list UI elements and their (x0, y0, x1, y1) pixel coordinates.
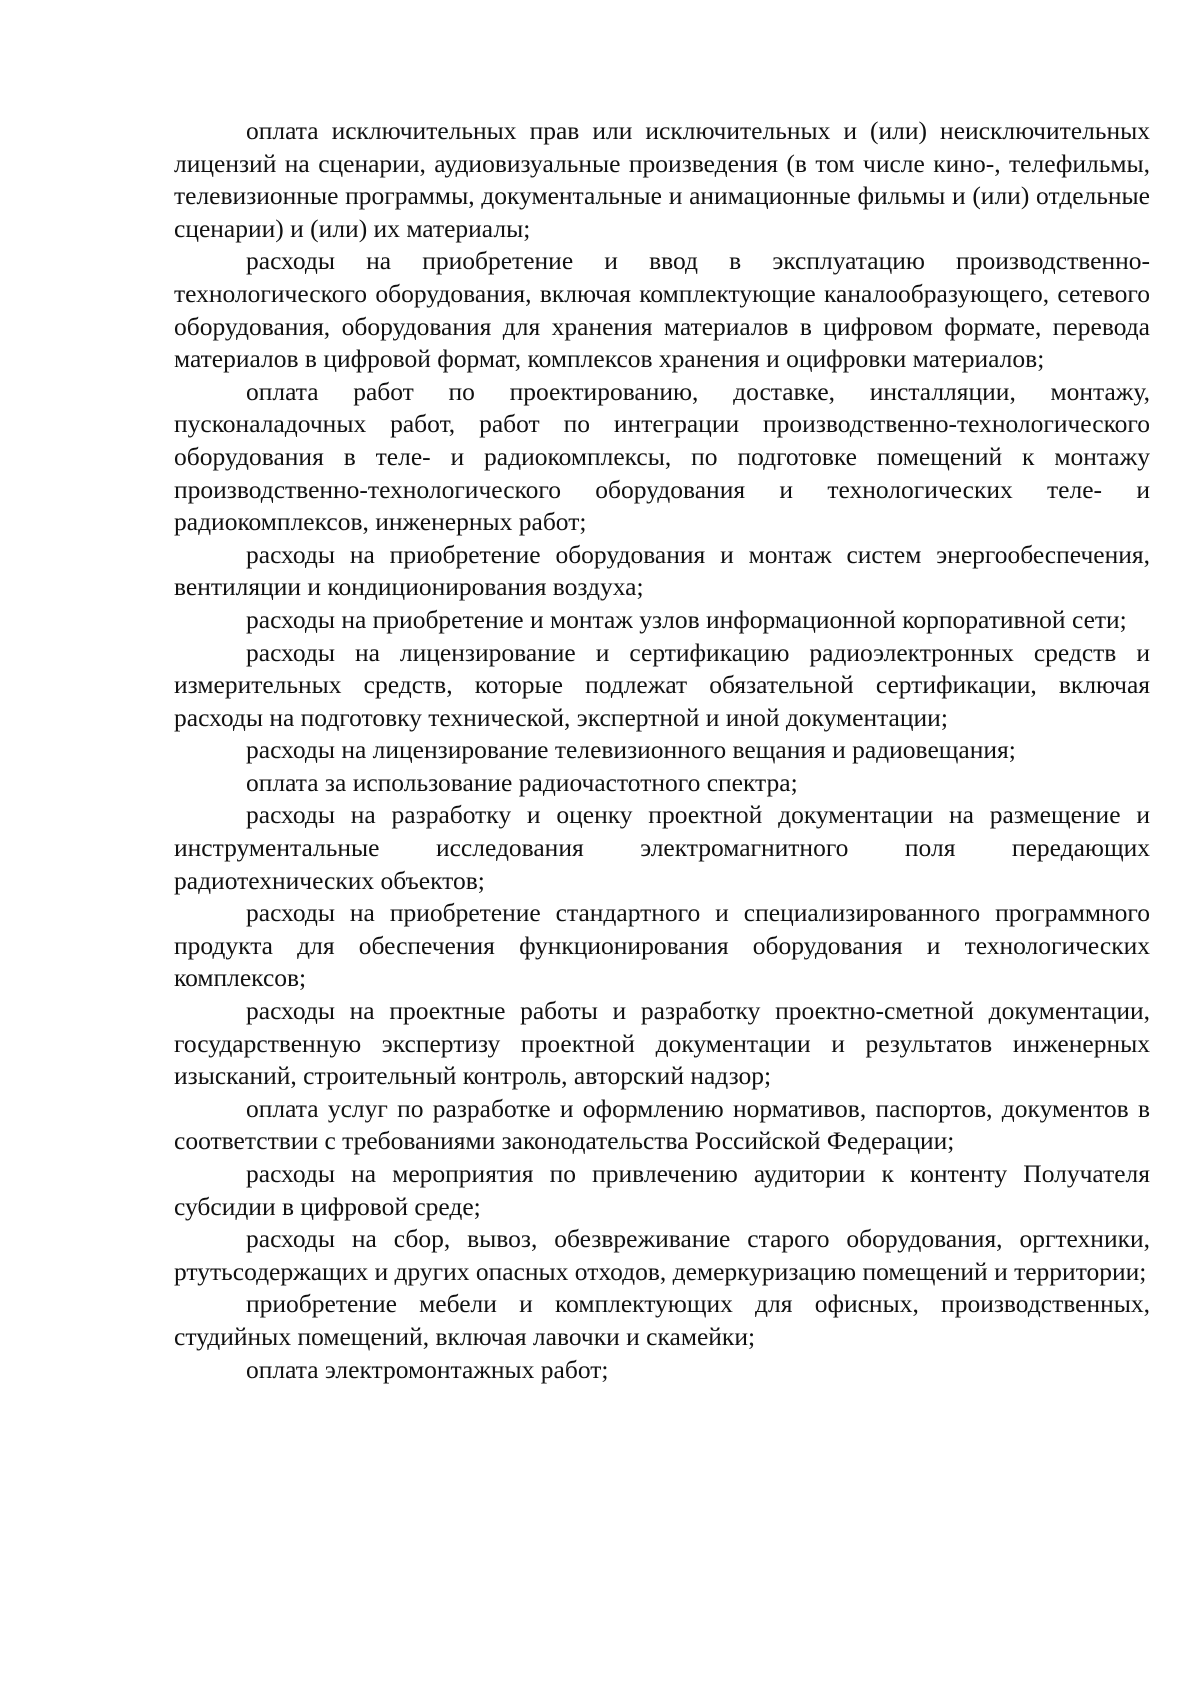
paragraph-em-field-research: расходы на разработку и оценку проектной документации на размещение и инструментальные исследования электромагнитного поля передающих радиотехнических объектов; (174, 800, 1150, 895)
paragraph-electrical-works: оплата электромонтажных работ; (246, 1354, 609, 1384)
document-body (174, 115, 1150, 1386)
paragraph-equipment-purchase: расходы на приобретение и ввод в эксплуатацию производственно-технологического оборудования, включая комплектующие каналообразующего, сетевого оборудования, оборудования для хранения материалов в цифровом формате, перевода материалов в цифровой формат, комплексов хранения и оцифровки материалов; (174, 246, 1150, 374)
paragraph-waste-disposal: расходы на сбор, вывоз, обезвреживание старого оборудования, оргтехники, ртутьсодержащих и других опасных отходов, демеркуризацию помещений и территории; (174, 1224, 1150, 1286)
paragraph-standards-passports: оплата услуг по разработке и оформлению нормативов, паспортов, документов в соответствии с требованиями законодательства Российской Федерации; (174, 1093, 1150, 1156)
paragraph-licensing-certification: расходы на лицензирование и сертификацию радиоэлектронных средств и измерительных средств, которые подлежат обязательной сертификации, включая расходы на подготовку технической, экспертной и иной документации; (174, 637, 1150, 732)
paragraph-radio-spectrum: оплата за использование радиочастотного спектра; (246, 767, 798, 797)
paragraph-audience-attraction: расходы на мероприятия по привлечению аудитории к контенту Получателя субсидии в цифровой среде; (174, 1159, 1150, 1221)
paragraph-design-works: расходы на проектные работы и разработку проектно-сметной документации, государственную экспертизу проектной документации и результатов инженерных изысканий, строительный контроль, авторский надзор; (174, 996, 1150, 1091)
paragraph-software-purchase: расходы на приобретение стандартного и специализированного программного продукта для обеспечения функционирования оборудования и технологических комплексов; (174, 898, 1150, 993)
paragraph-broadcast-licensing: расходы на лицензирование телевизионного вещания и радиовещания; (246, 735, 1016, 765)
paragraph-furniture-purchase: приобретение мебели и комплектующих для офисных, производственных, студийных помещений, включая лавочки и скамейки; (174, 1289, 1150, 1351)
paragraph-exclusive-rights: оплата исключительных прав или исключительных и (или) неисключительных лицензий на сценарии, аудиовизуальные произведения (в том числе кино-, телефильмы, телевизионные программы, документальные и анимационные фильмы и (или) отдельные сценарии) и (или) их материалы; (174, 116, 1150, 243)
paragraph-power-ventilation: расходы на приобретение оборудования и монтаж систем энергообеспечения, вентиляции и кондиционирования воздуха; (174, 539, 1150, 602)
paragraph-corporate-network: расходы на приобретение и монтаж узлов информационной корпоративной сети; (246, 604, 1127, 634)
paragraph-installation-works: оплата работ по проектированию, доставке, инсталляции, монтажу, пусконаладочных работ, работ по интеграции производственно-технологического оборудования в теле- и радиокомплексы, по подготовке помещений к монтажу производственно-технологического оборудования и технологических теле- и радиокомплексов, инженерных работ; (174, 376, 1150, 537)
